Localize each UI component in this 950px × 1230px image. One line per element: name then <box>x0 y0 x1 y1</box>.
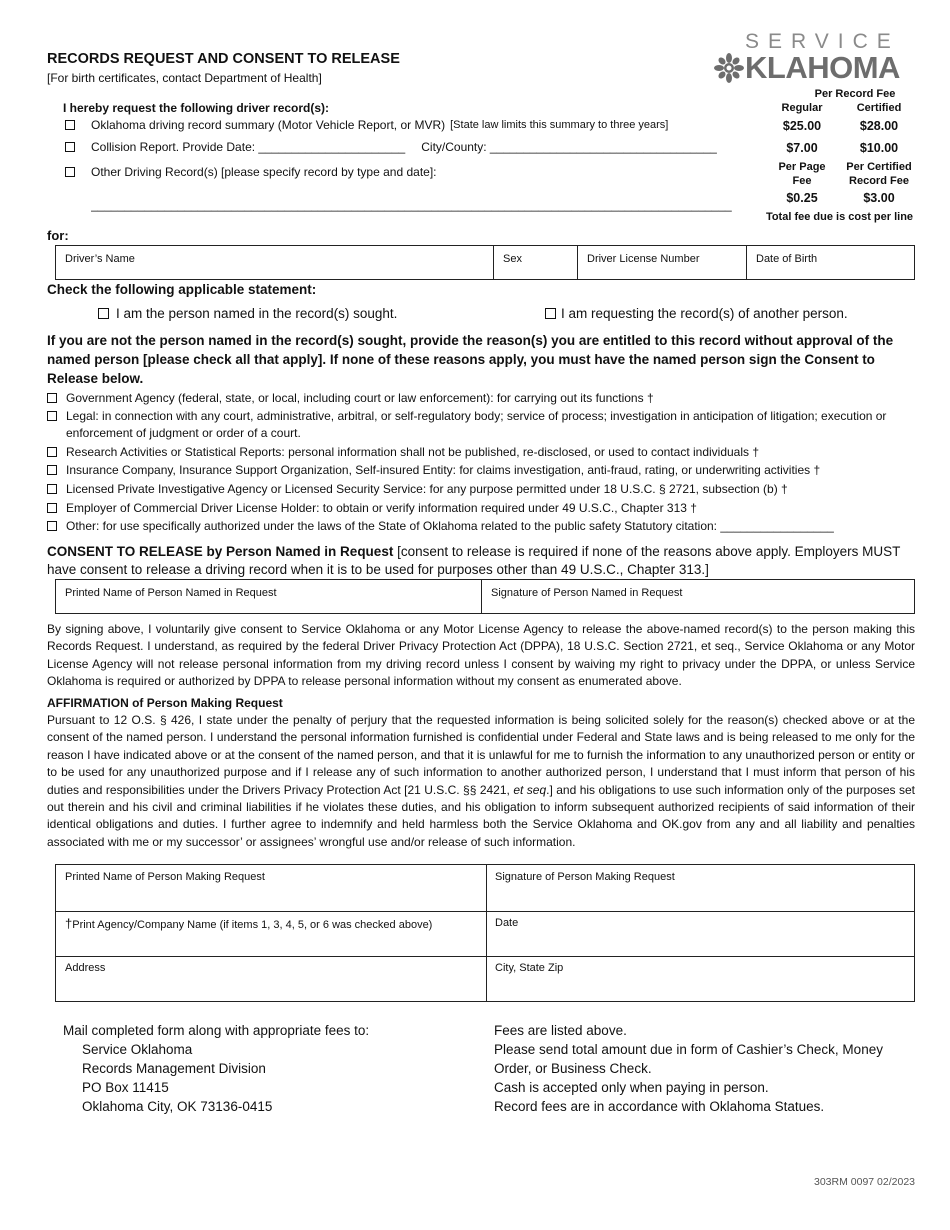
fees-info-line: Fees are listed above. <box>494 1023 627 1038</box>
reason-text: Employer of Commercial Driver License Holder: to obtain or verify information required under 49 U.S.C., Chapter 313 † <box>66 501 697 515</box>
fees-info-line: Cash is accepted only when paying in person. <box>494 1080 769 1095</box>
reason-legal[interactable] <box>47 408 915 442</box>
form-title: RECORDS REQUEST AND CONSENT TO RELEASE <box>47 51 400 67</box>
other-record-option[interactable] <box>65 165 437 179</box>
other-record-line[interactable]: ________________________________________________________________________________________________ <box>91 198 732 212</box>
dagger-symbol: † <box>65 916 73 931</box>
collision-regular-fee: $7.00 <box>786 141 818 155</box>
per-page-heading-1: Per Page <box>778 161 826 173</box>
address-field[interactable] <box>56 956 486 1001</box>
service-oklahoma-logo <box>714 50 900 86</box>
mailing-address-block <box>63 1021 369 1116</box>
other-person-label: I am requesting the record(s) of another person. <box>561 306 848 321</box>
self-checkbox[interactable] <box>98 308 109 319</box>
license-number-label: Driver License Number <box>587 253 700 265</box>
per-certified-heading-1: Per Certified <box>846 161 912 173</box>
date-field[interactable] <box>486 911 914 956</box>
form-number: 303RM 0097 02/2023 <box>814 1176 915 1188</box>
oklahoma-star-icon <box>714 53 744 83</box>
affirmation-text <box>47 712 915 851</box>
date-of-birth-field[interactable] <box>746 246 914 279</box>
requester-signature-label: Signature of Person Making Request <box>495 871 675 883</box>
reason-checkbox[interactable] <box>47 465 57 475</box>
reason-insurance[interactable] <box>47 462 915 479</box>
affirmation-text-part-a: Pursuant to 12 O.S. § 426, I state under the penalty of perjury that the requested information is being solicited solely for the reason(s) checked above or at the consent of the named person. I understand the personal information furnished is confidential under Federal and State laws and is being released to me only for the reason I have indicated above or at the consent of the named person, and that it is unlawful for me to furnish the information to any unauthorized person or entity or to be used for any unauthorized purpose and if I release any of such information to another authorized person, I understand that I must inform that person of his duties and responsibilities under the Drivers Privacy Protection Act [21 U.S.C. §§ 2421, <box>47 713 915 797</box>
for-label: for: <box>47 228 69 243</box>
per-certified-fee: $3.00 <box>863 191 895 205</box>
reason-checkbox[interactable] <box>47 393 57 403</box>
reason-text: Government Agency (federal, state, or local, including court or law enforcement): for carrying out its functions † <box>66 391 654 405</box>
total-fee-note: Total fee due is cost per line <box>765 211 914 223</box>
date-label: Date <box>495 917 519 929</box>
collision-option[interactable] <box>65 140 717 154</box>
mail-line: Oklahoma City, OK 73136-0415 <box>82 1099 273 1114</box>
reason-text: Research Activities or Statistical Reports: personal information shall not be published, re-disclosed, or used to contact individuals † <box>66 445 760 459</box>
collision-certified-fee: $10.00 <box>859 141 899 155</box>
date-of-birth-label: Date of Birth <box>756 253 818 265</box>
other-record-checkbox[interactable] <box>65 167 75 177</box>
form-subtitle: [For birth certificates, contact Department of Health] <box>47 71 322 85</box>
mvr-regular-fee: $25.00 <box>782 119 822 133</box>
applicable-heading: Check the following applicable statement: <box>47 282 317 297</box>
mail-line: Service Oklahoma <box>82 1042 193 1057</box>
self-option[interactable] <box>98 306 397 321</box>
city-state-zip-field[interactable] <box>486 956 914 1001</box>
driver-name-field[interactable] <box>56 246 493 279</box>
affirmation-et-seq: et seq <box>513 782 547 797</box>
logo-name-text: KLAHOMA <box>745 50 900 85</box>
other-person-option[interactable] <box>545 306 848 321</box>
mail-line: Records Management Division <box>82 1061 266 1076</box>
collision-checkbox[interactable] <box>65 142 75 152</box>
logo-service-text: SERVICE <box>745 30 900 53</box>
consent-block <box>47 543 915 579</box>
fees-info-line: Record fees are in accordance with Oklahoma Statues. <box>494 1099 825 1114</box>
reason-text: Legal: in connection with any court, administrative, arbitral, or self-regulatory body; service of process; investigation in anticipation of litigation; execution or enforcement of judgment or order of a court. <box>66 409 887 440</box>
mail-line: PO Box 11415 <box>82 1080 169 1095</box>
reason-checkbox[interactable] <box>47 411 57 421</box>
sex-field[interactable] <box>493 246 577 279</box>
license-number-field[interactable] <box>577 246 746 279</box>
reason-employer-cdl[interactable] <box>47 500 915 517</box>
per-page-heading-2: Fee <box>792 175 812 187</box>
requester-info-table <box>55 864 915 1002</box>
affirmation-heading: AFFIRMATION of Person Making Request <box>47 696 283 710</box>
requester-printed-name-field[interactable] <box>56 865 486 911</box>
reason-text: Licensed Private Investigative Agency or Licensed Security Service: for any purpose permitted under 18 U.S.C. § 2721, subsection (b) † <box>66 482 788 496</box>
city-county-label: City/County: __________________________________ <box>421 140 717 154</box>
consent-heading: CONSENT TO RELEASE by Person Named in Request <box>47 544 394 559</box>
mvr-checkbox[interactable] <box>65 120 75 130</box>
per-page-fee: $0.25 <box>786 191 818 205</box>
per-certified-heading-2: Record Fee <box>849 175 909 187</box>
fees-info-line: Please send total amount due in form of Cashier’s Check, Money <box>494 1042 883 1057</box>
reason-other[interactable] <box>47 518 915 535</box>
reasons-intro: If you are not the person named in the record(s) sought, provide the reason(s) you are entitled to this record without approval of the named person [please check all that apply]. If none of these reasons apply, you must have the named person sign the Consent to Release below. <box>47 333 894 386</box>
requester-printed-name-label: Printed Name of Person Making Request <box>65 871 265 883</box>
per-record-fee-heading: Per Record Fee <box>814 88 896 100</box>
reason-checkbox[interactable] <box>47 521 57 531</box>
agency-name-field[interactable] <box>56 911 486 956</box>
self-label: I am the person named in the record(s) sought. <box>116 306 398 321</box>
sex-label: Sex <box>503 253 522 265</box>
reason-text: Other: for use specifically authorized under the laws of the State of Oklahoma related to the public safety Statutory citation: _________________ <box>66 519 834 533</box>
mvr-note: [State law limits this summary to three years] <box>450 119 669 131</box>
consent-signature-label: Signature of Person Named in Request <box>491 587 683 599</box>
driver-name-label: Driver’s Name <box>65 253 135 265</box>
regular-heading: Regular <box>781 102 823 114</box>
consent-signature-table <box>55 579 915 614</box>
consent-statement: By signing above, I voluntarily give consent to Service Oklahoma or any Motor License Agency to release the above-named record(s) to the person making this Records Request. I understand, as required by the federal Driver Privacy Protection Act (DPPA), 18 U.S.C. Section 2721, et seq., Service Oklahoma or any Motor License Agency will not release personal information from my driving record unless I consent by waiving my right to privacy under the DPPA, or unless Service Oklahoma is required or authorized by DPPA to release personal information without my consent as enumerated above. <box>47 622 915 689</box>
collision-label: Collision Report. Provide Date: ______________________ <box>91 140 406 154</box>
consent-printed-name-label: Printed Name of Person Named in Request <box>65 587 277 599</box>
request-heading: I hereby request the following driver record(s): <box>63 101 330 115</box>
requester-signature-field[interactable] <box>486 865 914 911</box>
other-record-label: Other Driving Record(s) [please specify record by type and date]: <box>91 165 437 179</box>
consent-printed-name-field[interactable] <box>56 580 481 613</box>
reason-investigative[interactable] <box>47 481 915 498</box>
mvr-label: Oklahoma driving record summary (Motor Vehicle Report, or MVR) <box>91 118 446 132</box>
mvr-certified-fee: $28.00 <box>859 119 899 133</box>
fees-info-block <box>494 1021 883 1116</box>
other-person-checkbox[interactable] <box>545 308 556 319</box>
mail-intro: Mail completed form along with appropriate fees to: <box>63 1023 370 1038</box>
affirmation-text-part-b: .] and his obligations to use such information only of the purposes set out therein and his civil and criminal liabilities if he violates these duties, and his obligation to inform subsequent authorized recipients of said information of their identical obligations and duties. I further agree to indemnify and held harmless both the Service Oklahoma and OK.gov from any and all liability and penalties associated with me or my successor’ or assignees’ wrongful use and/or release of such information. <box>47 782 915 849</box>
reason-government[interactable] <box>47 390 915 407</box>
address-label: Address <box>65 962 106 974</box>
city-state-zip-label: City, State Zip <box>495 962 564 974</box>
reason-checkbox[interactable] <box>47 503 57 513</box>
reason-research[interactable] <box>47 444 915 461</box>
consent-signature-field[interactable] <box>481 580 914 613</box>
reason-text: Insurance Company, Insurance Support Organization, Self-insured Entity: for claims investigation, anti-fraud, rating, or underwriting activities † <box>66 463 821 477</box>
driver-info-table <box>55 245 915 280</box>
reason-checkbox[interactable] <box>47 447 57 457</box>
fees-info-line: Order, or Business Check. <box>494 1061 652 1076</box>
mvr-option[interactable] <box>65 118 668 132</box>
agency-name-label: Print Agency/Company Name (if items 1, 3, 4, 5, or 6 was checked above) <box>72 919 433 931</box>
certified-heading: Certified <box>856 102 902 114</box>
reason-checkbox[interactable] <box>47 484 57 494</box>
consent-note: [consent to release is required if none of the reasons above apply. Employers MUST have consent to release a driving record when it is to be used for purposes other than 49 U.S.C., Chapter 313.] <box>47 544 901 577</box>
